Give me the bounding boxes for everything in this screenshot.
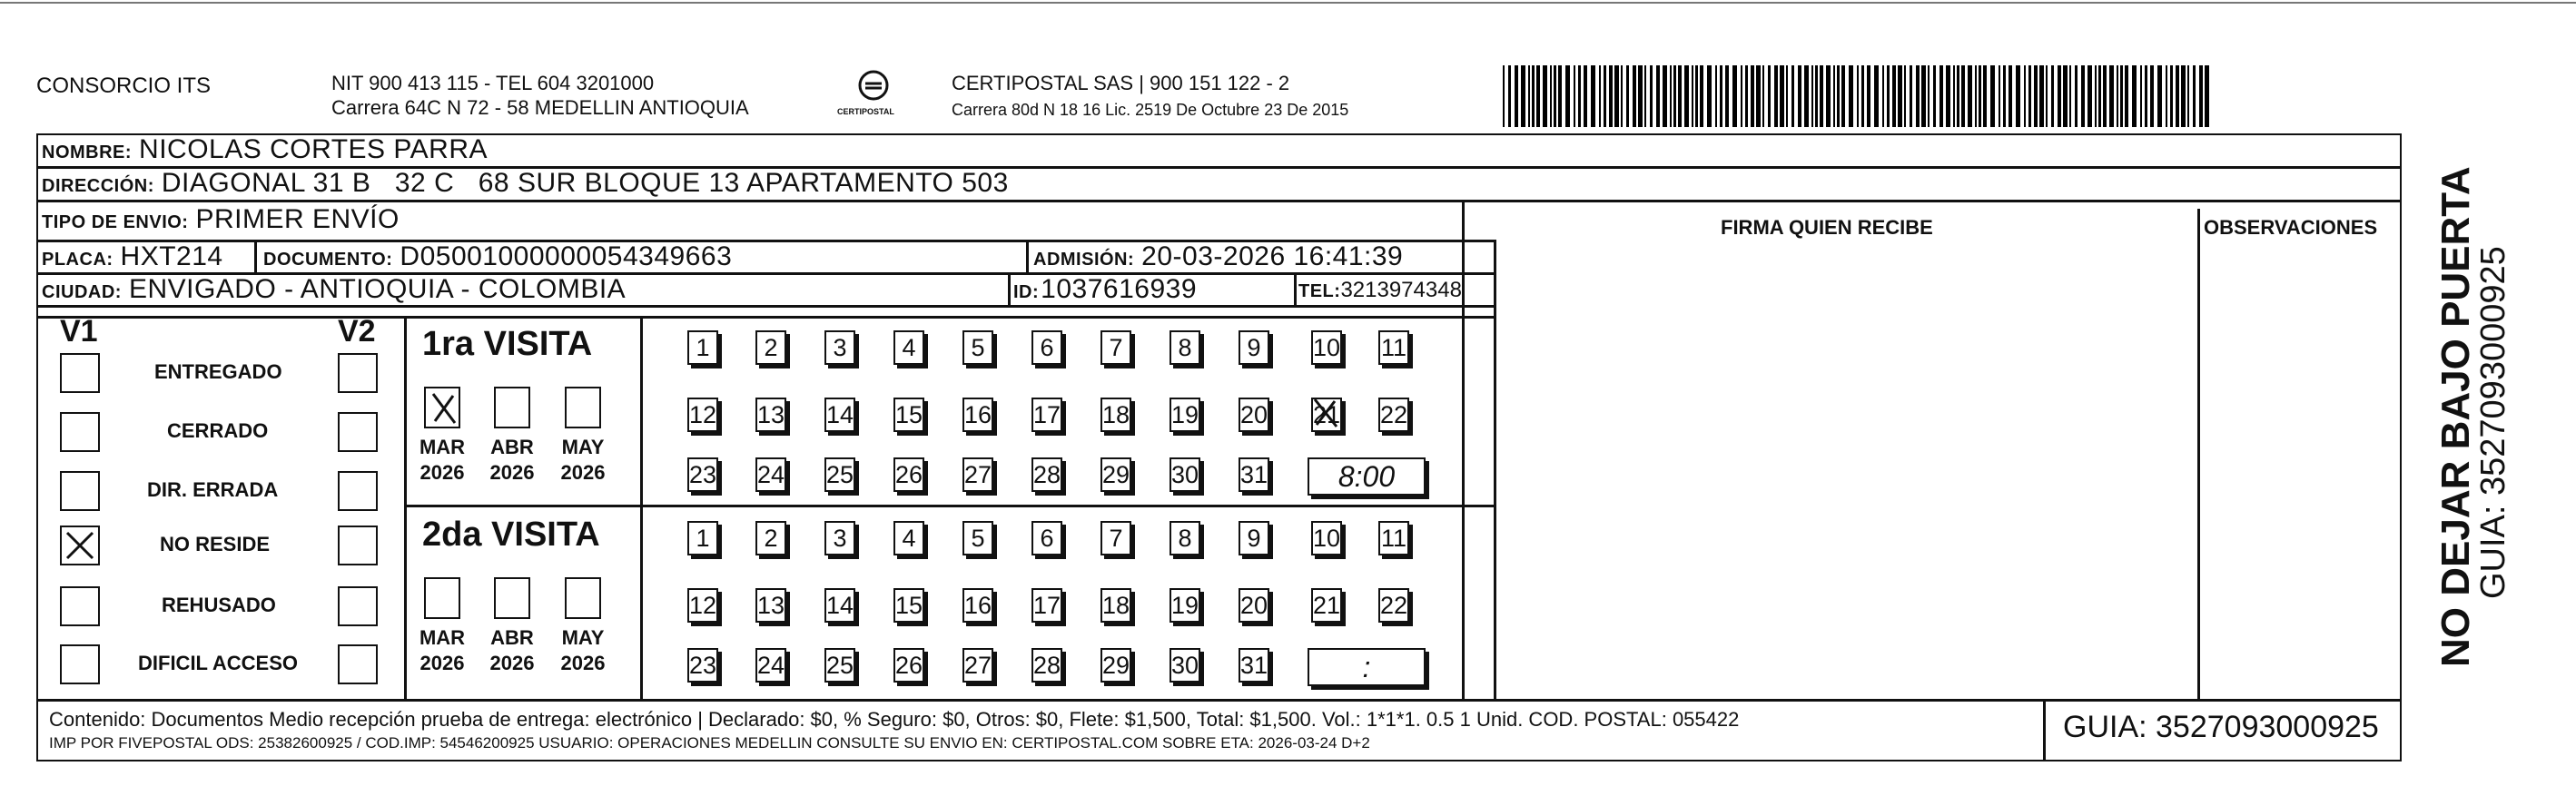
barcode-bar: [1833, 65, 1835, 127]
month-label: MAR: [419, 436, 466, 458]
ciudad-row: [42, 274, 626, 305]
barcode-bar: [1904, 65, 1906, 127]
status-label: DIR. ERRADA: [147, 478, 279, 501]
barcode-bar: [1599, 65, 1601, 127]
imp-text: IMP POR FIVEPOSTAL ODS: 25382600925 / COD.IMP: 54546200925 USUARIO: OPERACIONES MEDELLIN CONSULTE SU ENVIO EN: CERTIPOSTAL.COM SOBRE ETA: 2026-03-24 D+2: [49, 734, 1370, 752]
day-box: 3: [824, 330, 855, 365]
barcode-bar: [1946, 65, 1950, 127]
day-box: 2: [755, 521, 786, 555]
col-line: [1026, 240, 1029, 272]
day-box: 16: [962, 398, 993, 432]
barcode-bar: [1798, 65, 1801, 127]
top-edge-line: [0, 2, 2576, 4]
row-line: [36, 200, 2402, 202]
recipient-name: NICOLAS CORTES PARRA: [139, 134, 489, 164]
day-box: 8: [1170, 330, 1200, 365]
barcode-bar: [1745, 65, 1748, 127]
barcode-bar: [1921, 65, 1926, 127]
placa-value: HXT214: [120, 241, 223, 271]
year-label: 2026: [489, 461, 535, 484]
barcode-bar: [1720, 65, 1722, 127]
day-box: 14: [824, 588, 855, 623]
day-box: 23: [687, 457, 718, 492]
barcode-bar: [1673, 65, 1676, 127]
col-line: [404, 316, 407, 699]
barcode-bar: [1707, 65, 1712, 127]
barcode-bar: [1508, 65, 1511, 127]
barcode-bar: [2103, 65, 2107, 127]
barcode-bar: [2145, 65, 2147, 127]
barcode-bar: [2024, 65, 2026, 127]
v1-checkbox: [60, 526, 100, 565]
company-name: CONSORCIO ITS: [36, 74, 212, 98]
day-box: 23: [687, 648, 718, 683]
barcode-bar: [1815, 65, 1818, 127]
day-box: 26: [893, 648, 924, 683]
barcode-bar: [2046, 65, 2048, 127]
barcode-bar: [2008, 65, 2012, 127]
no-dejar-text: NO DEJAR BAJO PUERTA: [2433, 166, 2478, 667]
day-box: 10: [1311, 521, 1342, 555]
barcode-bar: [1756, 65, 1761, 127]
day-box: 1: [687, 330, 718, 365]
barcode-bar: [1550, 65, 1552, 127]
day-box: 29: [1100, 457, 1131, 492]
v2-label: V2: [338, 314, 376, 349]
barcode-bar: [1887, 65, 1890, 127]
month-label: ABR: [490, 436, 534, 458]
barcode-bar: [2039, 65, 2044, 127]
barcode-bar: [2132, 65, 2137, 127]
barcode-bar: [2181, 65, 2186, 127]
day-box: 10: [1311, 330, 1342, 365]
barcode-bar: [1621, 65, 1623, 127]
barcode-bar: [2117, 65, 2118, 127]
year-label: 2026: [560, 652, 606, 674]
barcode-bar: [1968, 65, 1972, 127]
barcode-bar: [1536, 65, 1540, 127]
barcode-bar: [1975, 65, 1977, 127]
barcode-bar: [2058, 65, 2061, 127]
tipo-row: [42, 204, 400, 235]
barcode-bar: [1732, 65, 1737, 127]
month-checkbox: [424, 387, 460, 428]
barcode-bar: [1503, 65, 1505, 127]
day-box: 4: [893, 330, 924, 365]
month-checkbox: [424, 577, 460, 619]
barcode-bar: [1558, 65, 1562, 127]
barcode-bar: [1515, 65, 1518, 127]
day-box: 30: [1170, 457, 1200, 492]
barcode-bar: [1768, 65, 1771, 127]
status-label: REHUSADO: [162, 594, 276, 616]
barcode-bar: [2157, 65, 2162, 127]
barcode-bar: [2016, 65, 2020, 127]
day-box: 1: [687, 521, 718, 555]
year-label: 2026: [489, 652, 535, 674]
v2-checkbox: [338, 412, 378, 452]
day-box: 29: [1100, 648, 1131, 683]
barcode-bar: [1874, 65, 1879, 127]
day-box: 4: [893, 521, 924, 555]
barcode-bar: [2028, 65, 2031, 127]
row-line: [36, 305, 1494, 308]
col-line: [2043, 699, 2046, 761]
barcode-bar: [1565, 65, 1570, 127]
visit-title: 1ra VISITA: [422, 325, 593, 363]
day-box: 15: [893, 588, 924, 623]
barcode-bar: [2098, 65, 2101, 127]
barcode-bar: [1604, 65, 1606, 127]
day-box: 5: [962, 330, 993, 365]
v1-label: V1: [60, 314, 98, 349]
barcode-bar: [1670, 65, 1672, 127]
barcode-bar: [1528, 65, 1530, 127]
barcode-bar: [2063, 65, 2068, 127]
barcode-bar: [2081, 65, 2085, 127]
side-guia-text: GUIA: 3527093000925: [2474, 246, 2512, 599]
visit-divider: [404, 505, 1494, 507]
barcode-bar: [1521, 65, 1525, 127]
barcode-bar: [2193, 65, 2196, 127]
day-box: 12: [687, 588, 718, 623]
month-label: ABR: [490, 626, 534, 649]
id-label: ID:: [1013, 282, 1040, 302]
strike-mark-icon: [1309, 396, 1346, 432]
day-box: 8: [1170, 521, 1200, 555]
x-mark-icon: [62, 527, 98, 564]
placa-label: PLACA:: [42, 250, 114, 270]
day-box: 9: [1239, 330, 1269, 365]
barcode-bar: [1811, 65, 1813, 127]
company-address: Carrera 64C N 72 - 58 MEDELLIN ANTIOQUIA: [331, 96, 749, 119]
v2-checkbox: [338, 353, 378, 393]
status-label: NO RESIDE: [160, 533, 271, 555]
year-label: 2026: [419, 652, 465, 674]
barcode-bar: [2125, 65, 2128, 127]
barcode-bar: [2095, 65, 2097, 127]
address-label: DIRECCIÓN:: [42, 176, 154, 196]
status-label: CERRADO: [167, 419, 269, 442]
barcode-bar: [1578, 65, 1581, 127]
documento-value: D05001000000054349663: [400, 241, 733, 271]
barcode-bar: [1928, 65, 1930, 127]
nit-line: NIT 900 413 115 - TEL 604 3201000: [331, 72, 655, 94]
barcode-bar: [1751, 65, 1754, 127]
day-box: 27: [962, 457, 993, 492]
visit-title: 2da VISITA: [422, 516, 600, 554]
tel-row: [1298, 278, 1462, 303]
status-label: DIFICIL ACCESO: [138, 652, 299, 674]
footer-line: [36, 699, 2402, 702]
admision-label: ADMISIÓN:: [1033, 250, 1135, 270]
month-checkbox: [494, 577, 530, 619]
barcode-bar: [1916, 65, 1920, 127]
barcode: [1503, 65, 2225, 127]
tipo-envio: PRIMER ENVÍO: [195, 204, 400, 234]
barcode-bar: [1650, 65, 1653, 127]
certipostal-logo: [854, 69, 893, 109]
day-box: 24: [755, 648, 786, 683]
day-box: 17: [1031, 588, 1062, 623]
day-box: 16: [962, 588, 993, 623]
day-box: 9: [1239, 521, 1269, 555]
tipo-label: TIPO DE ENVIO:: [42, 212, 189, 232]
v1-checkbox: [60, 471, 100, 511]
month-checkbox: [565, 387, 601, 428]
day-box: 12: [687, 398, 718, 432]
barcode-bar: [1841, 65, 1845, 127]
barcode-bar: [1780, 65, 1784, 127]
barcode-bar: [1725, 65, 1729, 127]
barcode-bar: [1532, 65, 1535, 127]
day-box: 25: [824, 457, 855, 492]
barcode-bar: [1656, 65, 1660, 127]
day-box: 21: [1311, 588, 1342, 623]
day-box: 28: [1031, 648, 1062, 683]
barcode-bar: [1820, 65, 1823, 127]
month-checkbox: [494, 387, 530, 428]
barcode-bar: [1644, 65, 1646, 127]
year-label: 2026: [560, 461, 606, 484]
barcode-bar: [1609, 65, 1613, 127]
admision-row: [1033, 241, 1403, 272]
day-box: 25: [824, 648, 855, 683]
day-box: 20: [1239, 398, 1269, 432]
day-box: 11: [1378, 521, 1409, 555]
barcode-bar: [1614, 65, 1619, 127]
col-line: [2197, 209, 2200, 699]
day-box: 24: [755, 457, 786, 492]
barcode-bar: [2087, 65, 2092, 127]
day-box: 3: [824, 521, 855, 555]
day-box: 7: [1100, 330, 1131, 365]
v2-checkbox: [338, 471, 378, 511]
barcode-bar: [1543, 65, 1547, 127]
barcode-bar: [1849, 65, 1853, 127]
barcode-bar: [1933, 65, 1936, 127]
documento-label: DOCUMENTO:: [263, 250, 393, 270]
address-row: [42, 168, 1009, 199]
day-box: 31: [1239, 648, 1269, 683]
guia-box: GUIA: 3527093000925: [2063, 710, 2379, 744]
barcode-bar: [1910, 65, 1912, 127]
status-label: ENTREGADO: [154, 360, 282, 383]
documento-row: [263, 241, 732, 272]
v2-checkbox: [338, 644, 378, 684]
day-box: 28: [1031, 457, 1062, 492]
day-box: 22: [1378, 588, 1409, 623]
day-box: 21: [1311, 398, 1342, 432]
barcode-bar: [1882, 65, 1884, 127]
day-box: 30: [1170, 648, 1200, 683]
barcode-bar: [1999, 65, 2000, 127]
day-box: 19: [1170, 398, 1200, 432]
barcode-bar: [1591, 65, 1595, 127]
day-box: 17: [1031, 398, 1062, 432]
tel-label: TEL:: [1298, 281, 1341, 301]
barcode-bar: [1700, 65, 1703, 127]
barcode-bar: [2150, 65, 2154, 127]
month-label: MAY: [561, 436, 605, 458]
v1-checkbox: [60, 586, 100, 626]
certipostal-address: Carrera 80d N 18 16 Lic. 2519 De Octubre 23 De 2015: [952, 101, 1349, 119]
barcode-bar: [1983, 65, 1987, 127]
col-line: [1462, 200, 1465, 699]
day-box: 13: [755, 398, 786, 432]
barcode-bar: [1837, 65, 1840, 127]
row-line: [36, 316, 1494, 319]
day-box: 15: [893, 398, 924, 432]
barcode-bar: [1762, 65, 1764, 127]
barcode-bar: [1857, 65, 1859, 127]
day-box: 19: [1170, 588, 1200, 623]
day-box: 22: [1378, 398, 1409, 432]
barcode-bar: [2003, 65, 2006, 127]
visit-time-box: 8:00: [1308, 457, 1426, 496]
v2-checkbox: [338, 586, 378, 626]
day-box: 7: [1100, 521, 1131, 555]
day-box: 13: [755, 588, 786, 623]
contenido-text: Contenido: Documentos Medio recepción prueba de entrega: electrónico | Declarado: $0, % Seguro: $0, Otros: $0, Flete: $1,500, Total: $1,500. Vol.: 1*1*1. 0.5 1 Unid. COD. POSTAL: 055422: [49, 708, 1740, 731]
col-line: [1294, 272, 1297, 305]
name-label: NOMBRE:: [42, 142, 133, 162]
barcode-bar: [1554, 65, 1556, 127]
v1-checkbox: [60, 412, 100, 452]
col-line: [1008, 272, 1011, 305]
barcode-bar: [1584, 65, 1587, 127]
barcode-bar: [1638, 65, 1643, 127]
logo-caption: CERTIPOSTAL: [837, 107, 894, 116]
name-row: [42, 134, 488, 165]
barcode-bar: [1786, 65, 1788, 127]
barcode-bar: [1678, 65, 1682, 127]
day-box: 20: [1239, 588, 1269, 623]
v1-checkbox: [60, 353, 100, 393]
barcode-bar: [2170, 65, 2173, 127]
admision-value: 20-03-2026 16:41:39: [1141, 241, 1404, 271]
col-line: [1494, 240, 1496, 699]
barcode-bar: [2166, 65, 2167, 127]
day-box: 6: [1031, 330, 1062, 365]
placa-row: [42, 241, 223, 272]
barcode-bar: [2187, 65, 2189, 127]
month-label: MAY: [561, 626, 605, 649]
v1-checkbox: [60, 644, 100, 684]
ciudad-value: ENVIGADO - ANTIOQUIA - COLOMBIA: [128, 274, 627, 304]
barcode-bar: [1939, 65, 1943, 127]
barcode-bar: [1861, 65, 1864, 127]
certipostal-title: CERTIPOSTAL SAS | 900 151 122 - 2: [952, 72, 1290, 94]
day-box: 2: [755, 330, 786, 365]
month-label: MAR: [419, 626, 466, 649]
barcode-bar: [1741, 65, 1742, 127]
month-checkbox: [565, 577, 601, 619]
visit-time-box: :: [1308, 648, 1426, 686]
barcode-bar: [1663, 65, 1667, 127]
col-line: [254, 240, 257, 272]
day-box: 5: [962, 521, 993, 555]
barcode-bar: [1990, 65, 1995, 127]
observaciones-label: OBSERVACIONES: [2204, 216, 2378, 239]
barcode-bar: [1892, 65, 1896, 127]
ciudad-label: CIUDAD:: [42, 282, 122, 302]
barcode-bar: [2120, 65, 2123, 127]
barcode-bar: [1961, 65, 1965, 127]
barcode-bar: [2205, 65, 2209, 127]
barcode-bar: [1791, 65, 1794, 127]
day-box: 27: [962, 648, 993, 683]
tel-value: 3213974348: [1340, 278, 1462, 302]
barcode-bar: [1898, 65, 1902, 127]
barcode-bar: [2140, 65, 2142, 127]
day-box: 11: [1378, 330, 1409, 365]
barcode-bar: [1626, 65, 1629, 127]
barcode-bar: [1715, 65, 1717, 127]
v2-checkbox: [338, 526, 378, 565]
id-row: [1013, 274, 1197, 305]
barcode-bar: [1979, 65, 1981, 127]
barcode-bar: [1695, 65, 1698, 127]
barcode-bar: [2109, 65, 2114, 127]
year-label: 2026: [419, 461, 465, 484]
col-line: [640, 316, 643, 699]
barcode-bar: [1804, 65, 1809, 127]
barcode-bar: [1692, 65, 1693, 127]
barcode-bar: [1774, 65, 1778, 127]
barcode-bar: [1826, 65, 1831, 127]
barcode-bar: [2199, 65, 2203, 127]
day-box: 26: [893, 457, 924, 492]
day-box: 18: [1100, 588, 1131, 623]
x-mark-icon: [426, 388, 462, 430]
barcode-bar: [2034, 65, 2038, 127]
day-box: 14: [824, 398, 855, 432]
day-box: 18: [1100, 398, 1131, 432]
barcode-bar: [2075, 65, 2078, 127]
recipient-address: DIAGONAL 31 B 32 C 68 SUR BLOQUE 13 APARTAMENTO 503: [161, 168, 1009, 198]
barcode-bar: [1684, 65, 1689, 127]
firma-label: FIRMA QUIEN RECIBE: [1721, 216, 1933, 239]
barcode-bar: [1574, 65, 1575, 127]
day-box: 31: [1239, 457, 1269, 492]
id-value: 1037616939: [1041, 274, 1198, 304]
barcode-bar: [2051, 65, 2054, 127]
barcode-bar: [2176, 65, 2179, 127]
barcode-bar: [1633, 65, 1636, 127]
barcode-bar: [1867, 65, 1870, 127]
day-box: 6: [1031, 521, 1062, 555]
barcode-bar: [1953, 65, 1955, 127]
barcode-bar: [1957, 65, 1959, 127]
barcode-bar: [2069, 65, 2071, 127]
